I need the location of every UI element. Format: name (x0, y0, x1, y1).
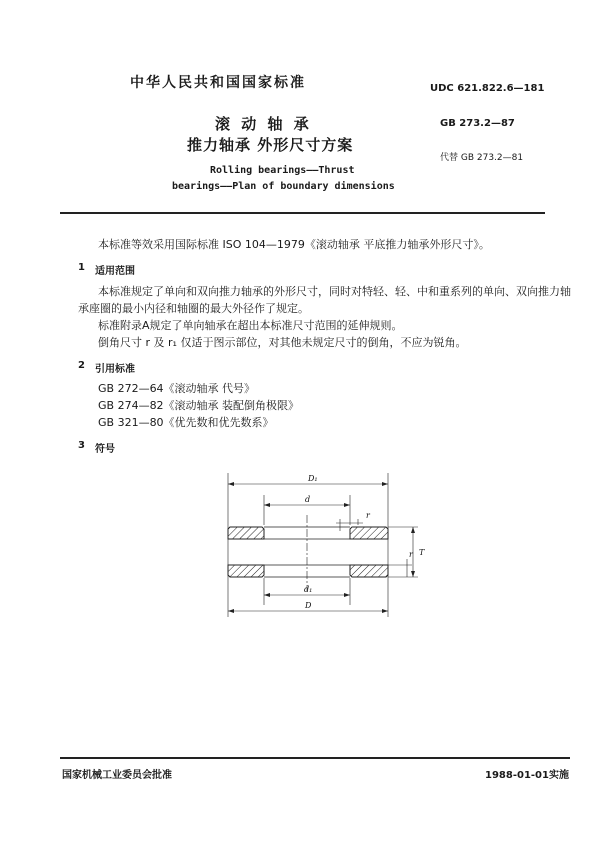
intro-paragraph: 本标准等效采用国际标准 ISO 104—1979《滚动轴承 平底推力轴承外形尺寸》。 (98, 238, 490, 251)
section-3-heading: 符号 (95, 444, 115, 455)
standard-number: GB 273.2—87 (440, 118, 515, 129)
thrust-bearing-drawing (200, 465, 460, 625)
label-r1: r (409, 550, 413, 559)
section-2-heading: 引用标准 (95, 364, 135, 375)
title-sub: 推力轴承 外形尺寸方案 (187, 136, 354, 154)
section-1-paragraph: 标准附录A规定了单向轴承在超出本标准尺寸范围的延伸规则。 (98, 319, 403, 332)
approval-authority: 国家机械工业委员会批准 (62, 770, 172, 781)
replaces-note: 代替 GB 273.2—81 (440, 153, 524, 163)
udc-code: UDC 621.822.6—181 (430, 83, 545, 94)
section-1-paragraph: 倒角尺寸 r 及 r₁ 仅适于图示部位，对其他未规定尺寸的倒角，不应为锐角。 (98, 336, 467, 349)
section-1-paragraph: 本标准规定了单向和双向推力轴承的外形尺寸，同时对特轻、轻、中和重系列的单向、双向推力轴 (98, 285, 571, 298)
section-1-heading: 适用范围 (95, 266, 135, 277)
english-title-line1: Rolling bearings——Thrust (210, 165, 355, 176)
section-2-number: 2 (78, 360, 85, 371)
reference-item: GB 321—80《优先数和优先数系》 (98, 416, 274, 429)
label-T: T (419, 548, 425, 557)
reference-item: GB 274—82《滚动轴承 装配倒角极限》 (98, 399, 300, 412)
issuing-authority: 中华人民共和国国家标准 (130, 75, 306, 91)
label-d1: d₁ (304, 585, 313, 594)
section-3-number: 3 (78, 440, 85, 451)
label-r: r (366, 511, 370, 520)
label-d: d (305, 495, 311, 504)
effective-date: 1988-01-01实施 (485, 770, 569, 781)
section-1-number: 1 (78, 262, 85, 273)
label-D1: D₁ (308, 474, 318, 483)
label-D: D (305, 601, 312, 610)
title-main: 滚 动 轴 承 (215, 115, 312, 133)
section-1-paragraph: 承座圈的最小内径和轴圈的最大外径作了规定。 (78, 302, 309, 315)
english-title-line2: bearings——Plan of boundary dimensions (172, 181, 395, 192)
footer-rule (60, 757, 570, 759)
header-rule (60, 212, 545, 214)
reference-item: GB 272—64《滚动轴承 代号》 (98, 382, 256, 395)
